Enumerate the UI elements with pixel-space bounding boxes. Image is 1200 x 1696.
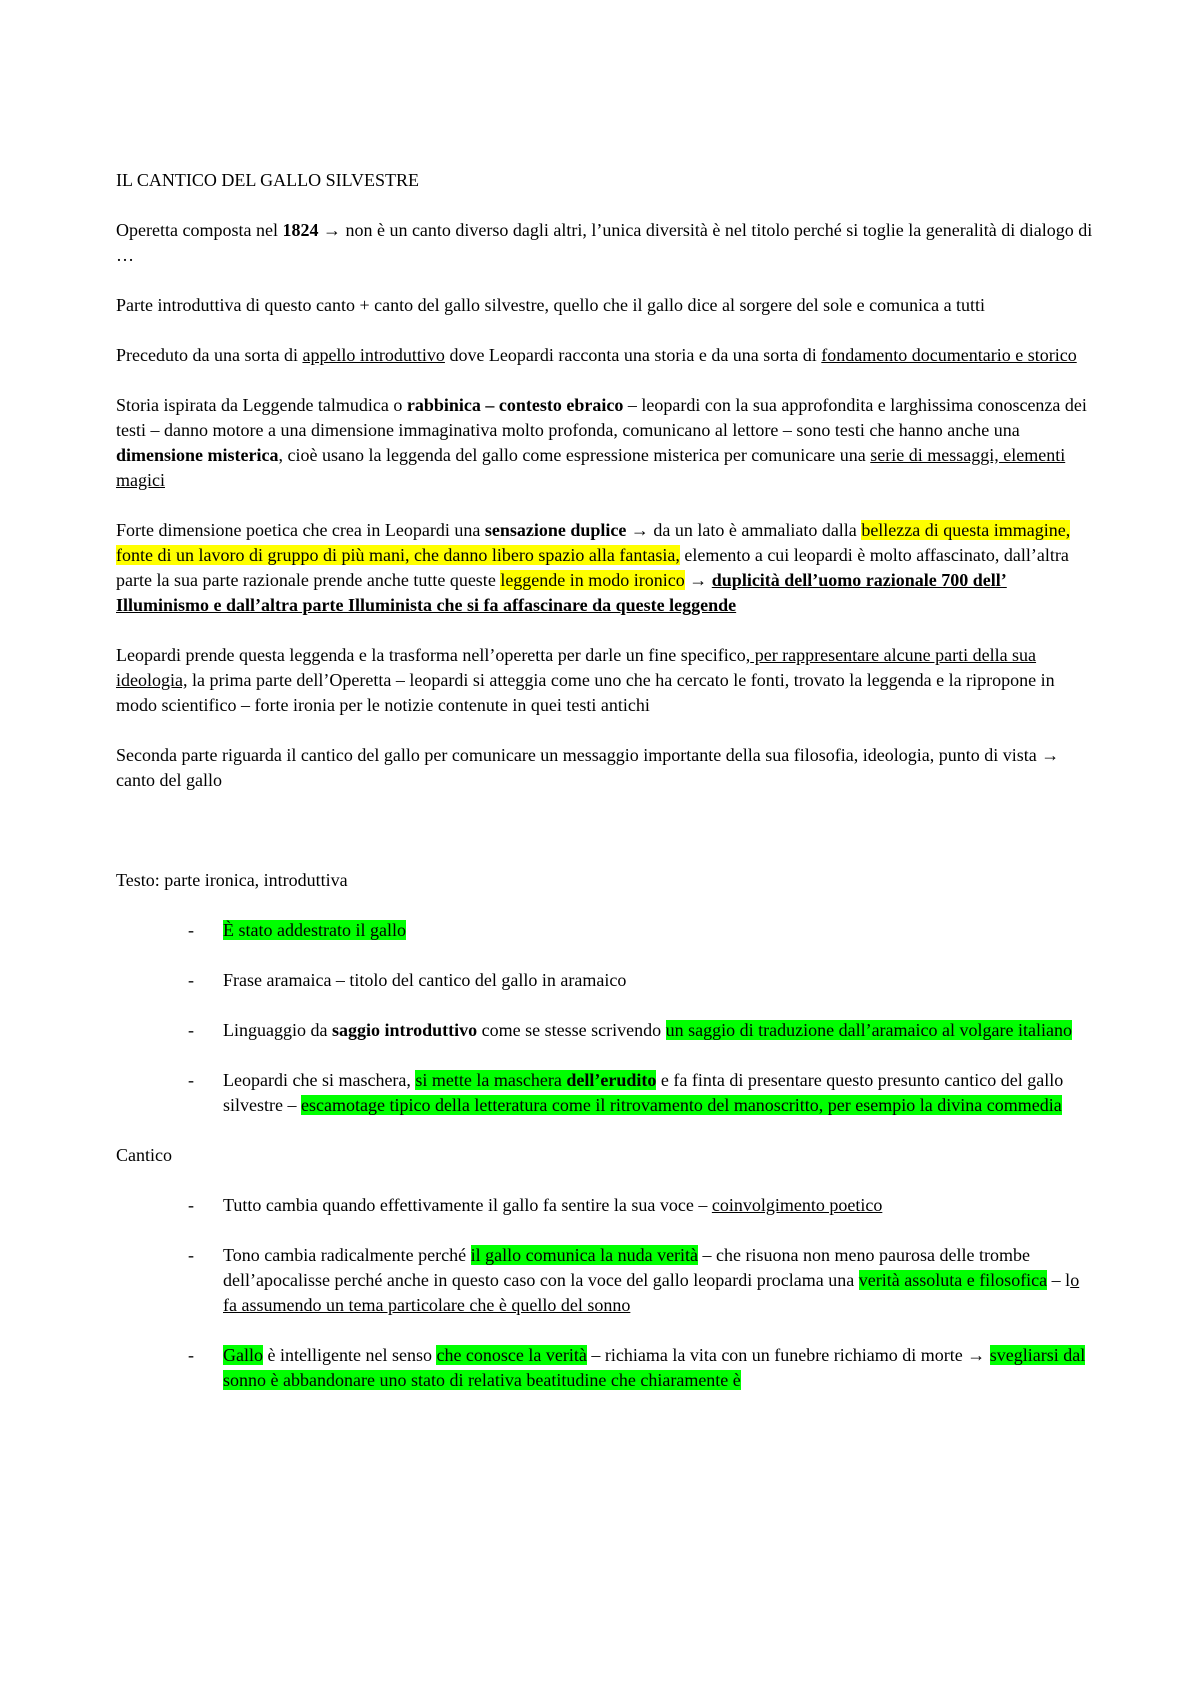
highlight-green: si mette la maschera dell’erudito bbox=[415, 1070, 657, 1090]
list-testo bbox=[116, 918, 1096, 1118]
document-title: IL CANTICO DEL GALLO SILVESTRE bbox=[116, 170, 419, 190]
section-heading-testo: Testo: parte ironica, introduttiva bbox=[116, 870, 348, 890]
highlight-yellow: bellezza di questa immagine, fonte di un lavoro di gruppo di più mani, che danno libero spazio alla fantasia, bbox=[116, 520, 1071, 565]
list-item: - Tutto cambia quando effettivamente il gallo fa sentire la sua voce – coinvolgimento poetico bbox=[116, 1193, 1096, 1218]
list-item bbox=[116, 918, 1096, 943]
list-item: - Frase aramaica – titolo del cantico del gallo in aramaico bbox=[116, 968, 1096, 993]
paragraph-preceduto: Preceduto da una sorta di appello introduttivo dove Leopardi racconta una storia e da una sorta di fondamento documentario e storico bbox=[116, 345, 1077, 365]
year-1824: 1824 bbox=[282, 220, 319, 240]
list-item: - Linguaggio da saggio introduttivo come se stesse scrivendo un saggio di traduzione dall’aramaico al volgare italiano bbox=[116, 1018, 1096, 1043]
document-body bbox=[116, 168, 1096, 1418]
list-item: - Leopardi che si maschera, si mette la maschera dell’erudito e fa finta di presentare questo presunto cantico del gallo silvestre – escamotage tipico della letteratura come il ritrovamento del manoscritto, per esempio la divina commedia bbox=[116, 1068, 1096, 1118]
highlight-green: Gallo bbox=[223, 1345, 263, 1365]
paragraph-leggenda: Leopardi prende questa leggenda e la trasforma nell’operetta per darle un fine specifico, per rappresentare alcune parti della sua ideologia, la prima parte dell’Operetta – leopardi si atteggia come uno che ha cercato le fonti, trovato la leggenda e la ripropone in modo scientifico – forte ironia per le notizie contenute in quei testi antichi bbox=[116, 645, 1055, 715]
paragraph-dimensione-poetica: Forte dimensione poetica che crea in Leopardi una sensazione duplice → da un lato è ammaliato dalla bellezza di questa immagine, fonte di un lavoro di gruppo di più mani, che danno libero spazio alla fantasia, elemento a cui leopardi è molto affascinato, dall’altra parte la sua parte razionale prende anche tutte queste leggende in modo ironico → duplicità dell’uomo razionale 700 dell’ Illuminismo e dall’altra parte Illuminista che si fa affascinare da queste leggende bbox=[116, 520, 1071, 615]
list-item: - Tono cambia radicalmente perché il gallo comunica la nuda verità – che risuona non meno paurosa delle trombe dell’apocalisse perché anche in questo caso con la voce del gallo leopardi proclama una verità assoluta e filosofica – lo fa assumendo un tema particolare che è quello del sonno bbox=[116, 1243, 1096, 1318]
paragraph-intro: Parte introduttiva di questo canto + canto del gallo silvestre, quello che il gallo dice al sorgere del sole e comunica a tutti bbox=[116, 295, 986, 315]
highlight-green: il gallo comunica la nuda verità bbox=[470, 1245, 699, 1265]
highlight-green: È stato addestrato il gallo bbox=[223, 920, 406, 940]
section-heading-cantico: Cantico bbox=[116, 1145, 172, 1165]
list-item: - Gallo è intelligente nel senso che conosce la verità – richiama la vita con un funebre richiamo di morte → svegliarsi dal sonno è abbandonare uno stato di relativa beatitudine che chiaramente è bbox=[116, 1343, 1096, 1393]
list-cantico bbox=[116, 1193, 1096, 1393]
highlight-green: verità assoluta e filosofica bbox=[858, 1270, 1048, 1290]
highlight-green: svegliarsi dal sonno è abbandonare uno stato di relativa beatitudine che chiaramente è bbox=[223, 1345, 1086, 1390]
paragraph-seconda-parte: Seconda parte riguarda il cantico del gallo per comunicare un messaggio importante della sua filosofia, ideologia, punto di vista → canto del gallo bbox=[116, 745, 1060, 790]
paragraph-composition: Operetta composta nel 1824 → non è un canto diverso dagli altri, l’unica diversità è nel titolo perché si toglie la generalità di dialogo di … bbox=[116, 220, 1093, 265]
highlight-green: che conosce la verità bbox=[436, 1345, 587, 1365]
highlight-green: un saggio di traduzione dall’aramaico al volgare italiano bbox=[665, 1020, 1072, 1040]
paragraph-storia: Storia ispirata da Leggende talmudica o rabbinica – contesto ebraico – leopardi con la sua approfondita e larghissima conoscenza dei testi – danno motore a una dimensione immaginativa molto profonda, comunicano al lettore – sono testi che hanno anche una dimensione misterica, cioè usano la leggenda del gallo come espressione misterica per comunicare una serie di messaggi, elementi magici bbox=[116, 395, 1087, 490]
highlight-green: escamotage tipico della letteratura come il ritrovamento del manoscritto, per esempio la divina commedia bbox=[301, 1095, 1062, 1115]
highlight-yellow: leggende in modo ironico bbox=[500, 570, 685, 590]
